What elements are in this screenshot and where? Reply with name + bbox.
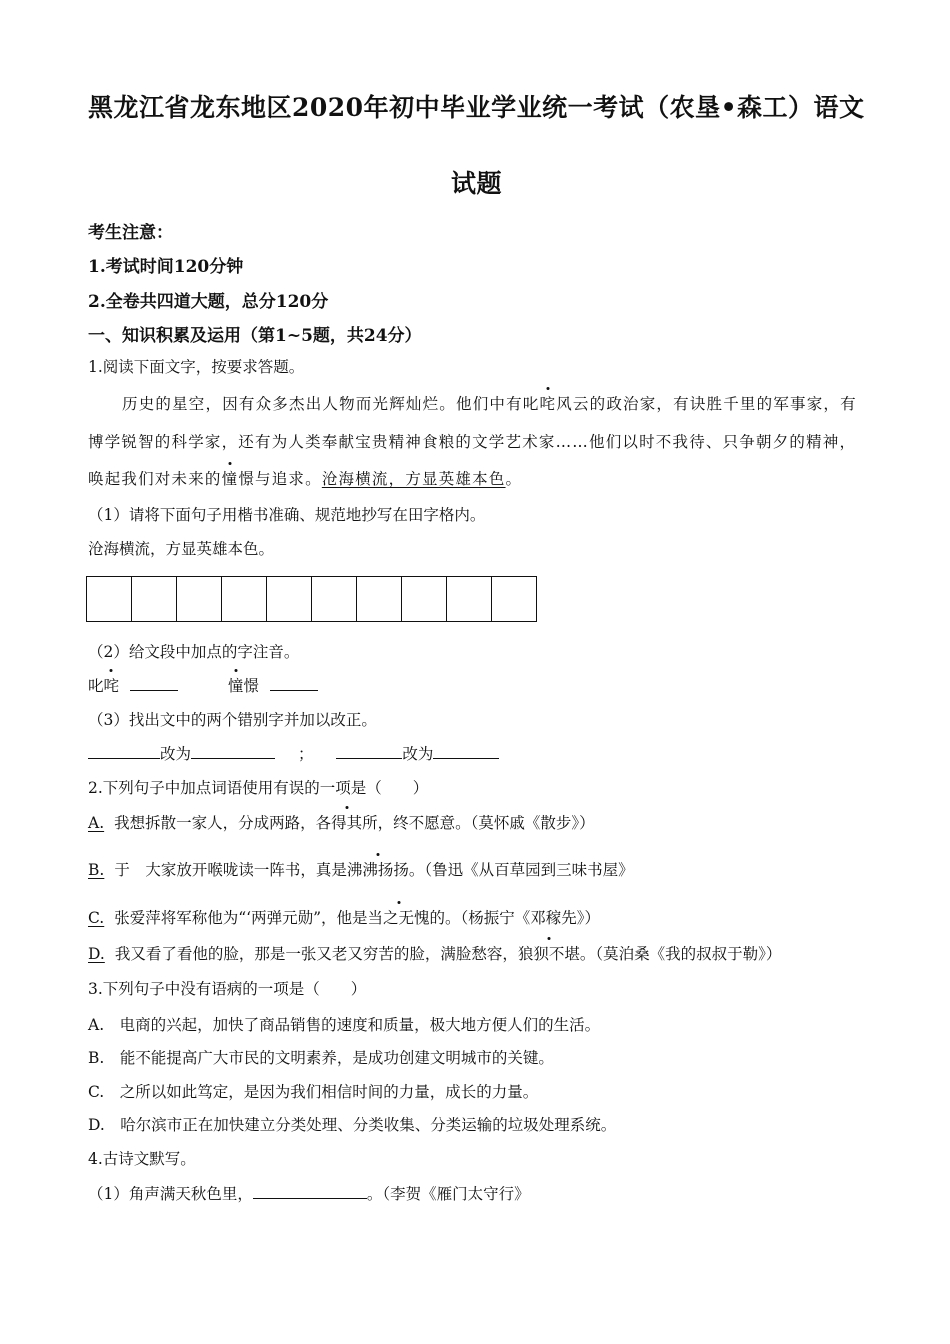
q3-stem: 3.下列句子中没有语病的一项是（ ） [88,980,367,998]
grid-cell[interactable] [357,577,402,621]
q1-sub2-prompt: （2）给文段中加点的字注音。 [88,643,300,661]
q2-option-d[interactable]: D. 我又看了看他的脸，那是一张又老又穷苦的脸，满脸愁容，狼狈不堪。（莫泊桑《我的叔叔于勒》） [88,942,781,964]
poem-blank-1[interactable] [253,1184,367,1199]
q1-stem: 1.阅读下面文字，按要求答题。 [88,358,305,376]
q1-sub3-answers: 改为 ； 改为 [88,742,499,764]
q1-passage-line2: 博学锐智的科学家，还有为人类奉献宝贵精神食粮的文学艺术家……他们以时不我待、只争朝夕的精神， [88,433,857,451]
notice-header: 考生注意： [88,223,173,243]
q1-sub2-answers: 叱咤 憧憬 [88,674,318,696]
grid-cell[interactable] [267,577,312,621]
pinyin-blank-1[interactable] [130,676,178,691]
notice-item-time: 1.考试时间120分钟 [88,257,244,277]
q1-passage-line3: 唤起我们对未来的憧憬与追求。沧海横流，方显英雄本色。 [88,467,522,489]
page-title-continued: 试题 [451,169,503,198]
correct-char-blank-2[interactable] [433,744,499,759]
q1-sub3-prompt: （3）找出文中的两个错别字并加以改正。 [88,711,377,729]
q2-stem: 2.下列句子中加点词语使用有误的一项是（ ） [88,779,429,797]
notice-item-score: 2.全卷共四道大题，总分120分 [88,292,329,312]
grid-cell[interactable] [87,577,132,621]
grid-cell[interactable] [222,577,267,621]
q4-stem: 4.古诗文默写。 [88,1150,196,1168]
grid-cell[interactable] [402,577,447,621]
q1-sub1-sentence: 沧海横流，方显英雄本色。 [88,540,275,558]
q2-option-b[interactable]: B. 于 大家放开喉咙读一阵书，真是沸沸扬扬。（鲁迅《从百草园到三味书屋》 [88,858,634,880]
q1-sub1-prompt: （1）请将下面句子用楷书准确、规范地抄写在田字格内。 [88,506,486,524]
grid-cell[interactable] [312,577,357,621]
q3-option-b[interactable]: B. 能不能提高广大市民的文明素养，是成功创建文明城市的关键。 [88,1049,554,1067]
grid-cell[interactable] [132,577,177,621]
q3-option-a[interactable]: A. 电商的兴起，加快了商品销售的速度和质量，极大地方便人们的生活。 [88,1016,601,1034]
q3-option-c[interactable]: C. 之所以如此笃定，是因为我们相信时间的力量，成长的力量。 [88,1083,539,1101]
writing-grid[interactable] [86,576,537,622]
grid-cell[interactable] [177,577,222,621]
grid-cell[interactable] [447,577,492,621]
page-title: 黑龙江省龙东地区2020年初中毕业学业统一考试（农垦•森工）语文 [88,93,865,122]
q3-option-d[interactable]: D. 哈尔滨市正在加快建立分类处理、分类收集、分类运输的垃圾处理系统。 [88,1116,617,1134]
wrong-char-blank-2[interactable] [336,744,402,759]
correct-char-blank-1[interactable] [191,744,275,759]
q2-option-a[interactable]: A. 我想拆散一家人，分成两路，各得其所，终不愿意。（莫怀戚《散步》） [88,811,595,833]
q2-option-c[interactable]: C. 张爱萍将军称他为“‘两弹元勋”，他是当之无愧的。（杨振宁《邓稼先》） [88,906,600,928]
pinyin-blank-2[interactable] [270,676,318,691]
section-heading: 一、知识积累及运用（第1~5题，共24分） [88,326,422,346]
underlined-sentence: 沧海横流，方显英雄本色 [321,470,506,488]
grid-cell[interactable] [492,577,536,621]
q4-sub1: （1）角声满天秋色里， 。（李贺《雁门太守行》 [88,1185,530,1203]
q1-passage-line1: 历史的星空，因有众多杰出人物而光辉灿烂。他们中有叱咤风云的政治家，有诀胜千里的军事家，有 [122,392,857,414]
wrong-char-blank-1[interactable] [88,744,160,759]
